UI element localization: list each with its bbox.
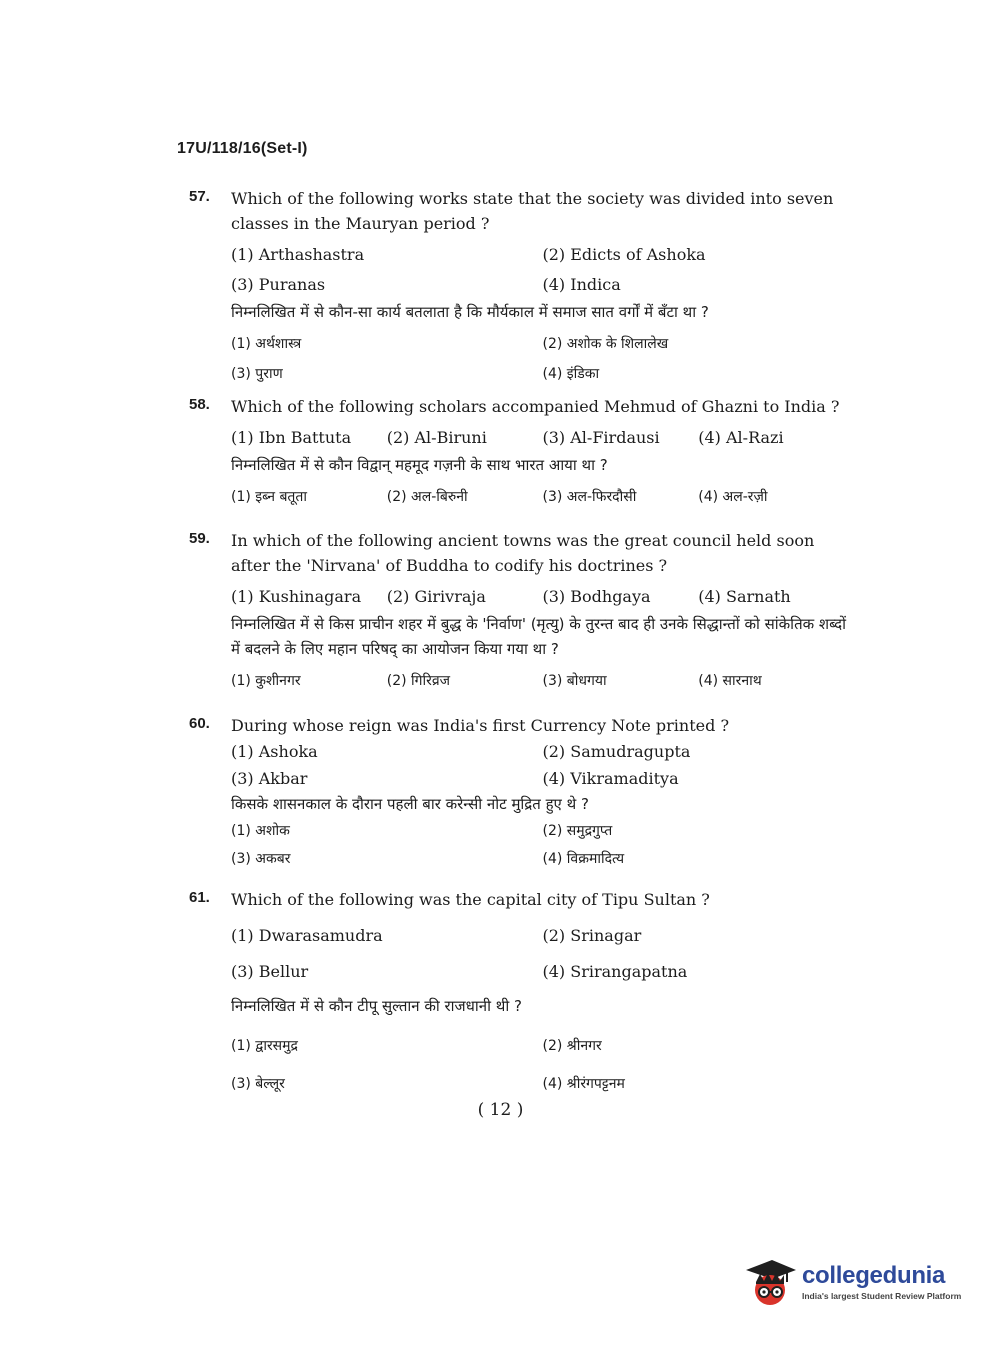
question-57 (189, 186, 854, 389)
question-text-hi: निम्नलिखित में से कौन टीपू सुल्तान की राजधानी थी ? (231, 997, 522, 1015)
option-4-hi: (4) विक्रमादित्य (542, 851, 625, 867)
option-1-en: (1) Ashoka (231, 742, 318, 761)
options-en (231, 582, 854, 612)
option-2-hi: (2) समुद्रगुप्त (542, 823, 613, 839)
options-hi (231, 666, 854, 696)
option-2-en: (2) Al-Biruni (386, 428, 487, 447)
student-mascot-icon (742, 1254, 798, 1310)
options-en (231, 423, 854, 453)
option-1-hi: (1) द्वारसमुद्र (231, 1038, 298, 1054)
question-59 (189, 528, 854, 696)
option-4-en: (4) Sarnath (698, 587, 791, 606)
option-4-hi: (4) इंडिका (542, 366, 600, 382)
option-2-en: (2) Girivraja (386, 587, 486, 606)
option-3-hi: (3) अल-फिरदौसी (542, 489, 637, 505)
option-3-hi: (3) बेल्लूर (231, 1076, 285, 1092)
options-hi (231, 329, 854, 389)
options-en (231, 240, 854, 300)
option-2-hi: (2) गिरिव्रज (386, 673, 451, 689)
question-text-hi: निम्नलिखित में से कौन-सा कार्य बतलाता है कि मौर्यकाल में समाज सात वर्गों में बँटा था ? (231, 303, 709, 321)
paper-code: 17U/118/16(Set-I) (177, 140, 308, 157)
option-1-en: (1) Dwarasamudra (231, 926, 383, 945)
question-60 (189, 713, 854, 873)
options-en (231, 918, 854, 990)
option-4-hi: (4) सारनाथ (698, 673, 762, 689)
option-4-en: (4) Al-Razi (698, 428, 784, 447)
question-number: 59. (189, 530, 210, 547)
question-61 (189, 887, 854, 1103)
options-hi (231, 1027, 854, 1103)
option-1-hi: (1) कुशीनगर (231, 673, 301, 689)
option-3-hi: (3) पुराण (231, 366, 283, 382)
question-number: 61. (189, 889, 210, 906)
question-text-hi: किसके शासनकाल के दौरान पहली बार करेन्सी नोट मुद्रित हुए थे ? (231, 795, 589, 813)
option-2-hi: (2) अशोक के शिलालेख (542, 336, 669, 352)
option-2-hi: (2) श्रीनगर (542, 1038, 602, 1054)
options-hi (231, 817, 854, 873)
option-4-en: (4) Srirangapatna (542, 962, 688, 981)
option-1-en: (1) Ibn Battuta (231, 428, 352, 447)
option-4-hi: (4) अल-रज़ी (698, 489, 768, 505)
question-text-hi: निम्नलिखित में से कौन विद्वान् महमूद गज़नी के साथ भारत आया था ? (231, 456, 608, 474)
page-number: ( 12 ) (477, 1100, 524, 1120)
brand-name: collegedunia (802, 1262, 946, 1289)
collegedunia-watermark (742, 1252, 972, 1312)
brand-tagline: India's largest Student Review Platform (802, 1291, 962, 1301)
question-text-en: Which of the following works state that the society was divided into seven classes in the Mauryan period ? (231, 189, 834, 233)
question-text-hi: निम्नलिखित में से किस प्राचीन शहर में बुद्ध के 'निर्वाण' (मृत्यु) के तुरन्त बाद ही उनके सिद्धान्तों को सांकेतिक शब्दों में बदलने के लिए महान परिषद् का आयोजन किया गया था ? (231, 615, 846, 658)
option-3-hi: (3) अकबर (231, 851, 291, 867)
option-2-hi: (2) अल-बिरुनी (386, 489, 468, 505)
option-1-en: (1) Arthashastra (231, 245, 365, 264)
option-4-en: (4) Indica (542, 275, 621, 294)
option-3-en: (3) Bellur (231, 962, 309, 981)
question-text-en: Which of the following was the capital city of Tipu Sultan ? (231, 890, 710, 909)
option-2-en: (2) Samudragupta (542, 742, 691, 761)
question-text-en: In which of the following ancient towns was the great council held soon after the 'Nirvana' of Buddha to codify his doctrines ? (231, 531, 815, 575)
options-hi (231, 482, 854, 512)
option-3-en: (3) Akbar (231, 769, 308, 788)
question-text-en: Which of the following scholars accompanied Mehmud of Ghazni to India ? (231, 397, 840, 416)
option-2-en: (2) Edicts of Ashoka (542, 245, 706, 264)
option-1-hi: (1) इब्न बतूता (231, 489, 308, 505)
question-text-en: During whose reign was India's first Currency Note printed ? (231, 716, 730, 735)
option-1-en: (1) Kushinagara (231, 587, 362, 606)
option-3-en: (3) Puranas (231, 275, 326, 294)
option-4-hi: (4) श्रीरंगपट्टनम (542, 1076, 625, 1092)
option-3-hi: (3) बोधगया (542, 673, 607, 689)
option-1-hi: (1) अर्थशास्त्र (231, 336, 302, 352)
question-number: 57. (189, 188, 210, 205)
option-3-en: (3) Bodhgaya (542, 587, 651, 606)
option-4-en: (4) Vikramaditya (542, 769, 679, 788)
options-en (231, 738, 854, 792)
question-number: 58. (189, 396, 210, 413)
question-58 (189, 394, 854, 512)
option-1-hi: (1) अशोक (231, 823, 290, 839)
option-2-en: (2) Srinagar (542, 926, 642, 945)
option-3-en: (3) Al-Firdausi (542, 428, 660, 447)
question-number: 60. (189, 715, 210, 732)
